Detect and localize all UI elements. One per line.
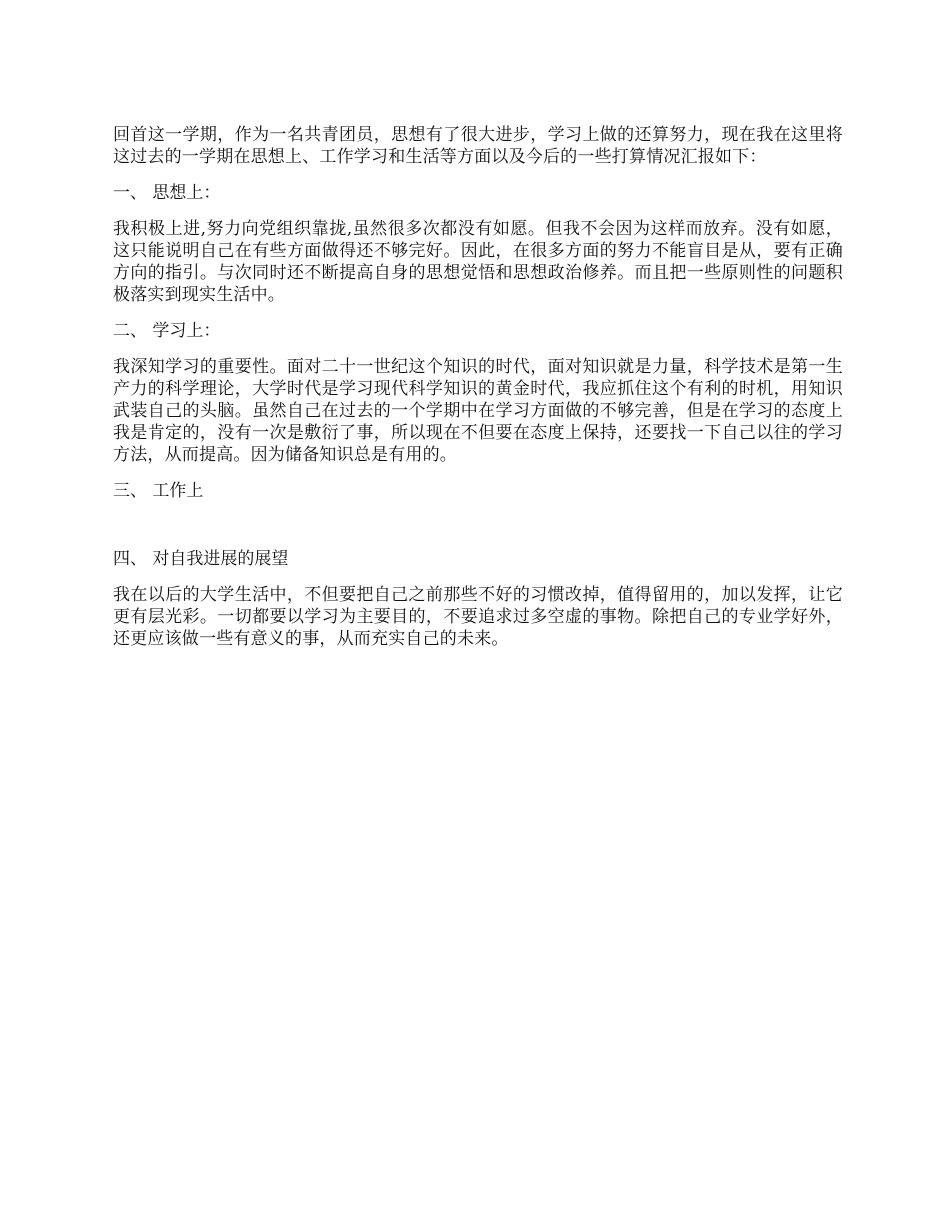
section-heading-thought: 一、 思想上：: [113, 183, 221, 203]
section-body-thought: 我积极上进,努力向党组织靠拢,虽然很多次都没有如愿。但我不会因为这样而放弃。没有如愿，这只能说明自己在有些方面做得还不够完好。因此，在很多方面的努力不能盲目是从，要有正确方向的指引。与次同时还不断提高自身的思想觉悟和思想政治修养。而且把一些原则性的问题积极落实到现实生活中。: [113, 219, 843, 305]
section-heading-study: 二、 学习上：: [113, 321, 221, 341]
section-body-outlook: 我在以后的大学生活中，不但要把自己之前那些不好的习惯改掉，值得留用的，加以发挥，让它更有层光彩。一切都要以学习为主要目的，不要追求过多空虚的事物。除把自己的专业学好外，还更应该做一些有意义的事，从而充实自己的未来。: [113, 585, 843, 649]
section-body-study: 我深知学习的重要性。面对二十一世纪这个知识的时代，面对知识就是力量，科学技术是第一生产力的科学理论，大学时代是学习现代科学知识的黄金时代，我应抓住这个有利的时机，用知识武装自己的头脑。虽然自己在过去的一个学期中在学习方面做的不够完善，但是在学习的态度上我是肯定的，没有一次是敷衍了事，所以现在不但要在态度上保持，还要找一下自己以往的学习方法，从而提高。因为储备知识总是有用的。: [113, 357, 843, 465]
document-body: [113, 124, 843, 664]
intro-paragraph: 回首这一学期，作为一名共青团员，思想有了很大进步，学习上做的还算努力，现在我在这里将这过去的一学期在思想上、工作学习和生活等方面以及今后的一些打算情况汇报如下：: [113, 125, 843, 167]
section-heading-work: 三、 工作上: [113, 481, 204, 501]
section-heading-outlook: 四、 对自我进展的展望: [113, 549, 289, 569]
